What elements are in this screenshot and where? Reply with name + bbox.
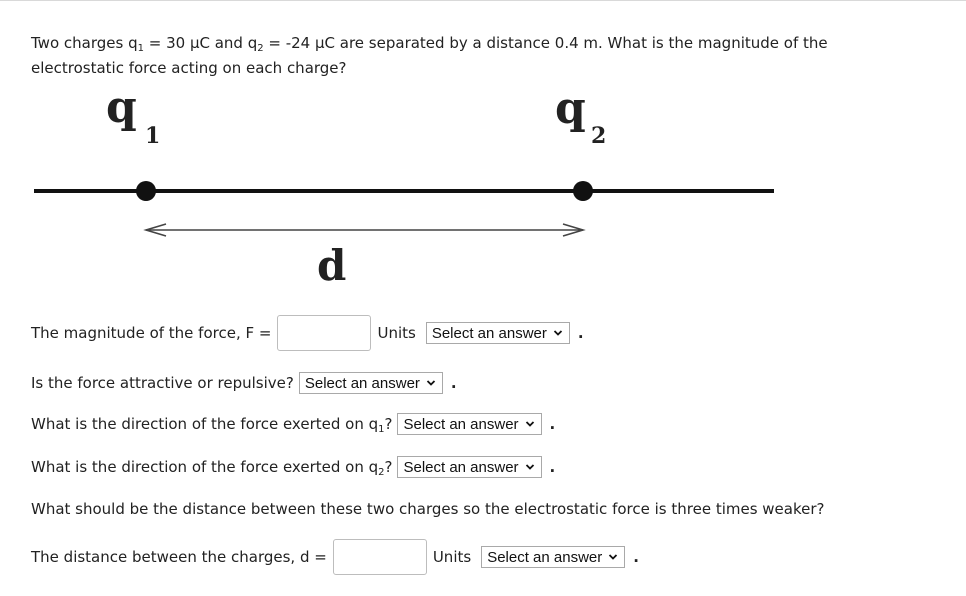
force-input[interactable] bbox=[277, 315, 371, 351]
q2-label-letter: q bbox=[555, 83, 586, 134]
attract-label: Is the force attractive or repulsive? bbox=[31, 374, 294, 392]
attract-select[interactable]: Select an answer bbox=[299, 372, 443, 394]
attract-row-period: . bbox=[450, 374, 457, 392]
question-text: Two charges $q_1 = 30$ μC and $q_2 = -24$ μC are separated by a distance 0.4 m. What is the magnitude of the electrostatic force acting on each charge? bbox=[31, 34, 828, 77]
distance-label: d bbox=[317, 241, 347, 290]
charge-q2-dot bbox=[573, 181, 593, 201]
chevron-down-icon bbox=[608, 552, 618, 562]
charge-q1-dot bbox=[136, 181, 156, 201]
q1-label-sub: 1 bbox=[145, 123, 161, 149]
distance-row bbox=[31, 539, 639, 575]
force-units-label: Units bbox=[377, 324, 416, 342]
chevron-down-icon bbox=[553, 328, 563, 338]
dir-q2-label: What is the direction of the force exerted on $q_2$? bbox=[31, 458, 393, 478]
force-row bbox=[31, 315, 584, 351]
chevron-down-icon bbox=[525, 462, 535, 472]
dir-q1-select[interactable]: Select an answer bbox=[397, 413, 541, 435]
distance-input[interactable] bbox=[333, 539, 427, 575]
dir-q1-label: What is the direction of the force exerted on $q_1$? bbox=[31, 415, 393, 435]
force-row-period: . bbox=[577, 324, 584, 342]
distance-row-period: . bbox=[633, 548, 639, 566]
q1-label-letter: q bbox=[106, 82, 137, 133]
distance-units-select[interactable]: Select an answer bbox=[481, 546, 625, 568]
force-units-select[interactable]: Select an answer bbox=[426, 322, 570, 344]
chevron-down-icon bbox=[525, 419, 535, 429]
dir-q2-row-period: . bbox=[549, 458, 556, 476]
dir-q1-row bbox=[31, 413, 555, 435]
distance-answer-label: The distance between the charges, d = bbox=[31, 548, 327, 566]
dir-q2-row bbox=[31, 456, 555, 478]
dir-q1-row-period: . bbox=[549, 415, 556, 433]
chevron-down-icon bbox=[426, 378, 436, 388]
distance-question: What should be the distance between these two charges so the electrostatic force is three times weaker? bbox=[31, 500, 825, 518]
q2-label-sub: 2 bbox=[591, 123, 607, 149]
dir-q2-select[interactable]: Select an answer bbox=[397, 456, 541, 478]
attract-row bbox=[31, 372, 457, 394]
distance-units-label: Units bbox=[432, 548, 472, 566]
force-label: The magnitude of the force, F = bbox=[31, 324, 272, 342]
